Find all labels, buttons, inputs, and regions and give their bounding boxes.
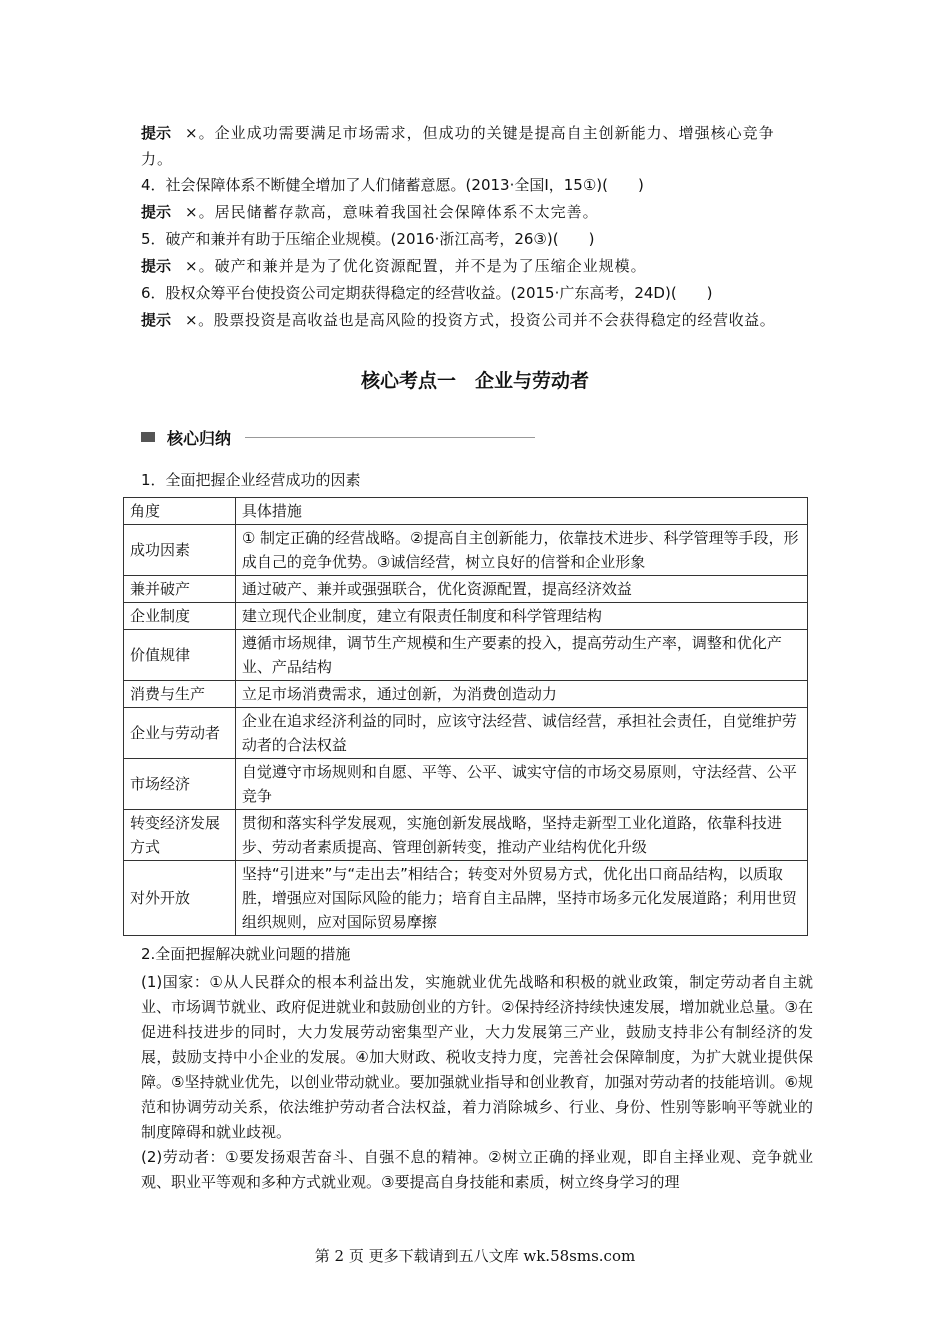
tip-text: ×。企业成功需要满足市场需求，但成功的关键是提高自主创新能力、增强核心竞争 xyxy=(185,124,775,142)
aspect-cell: 企业与劳动者 xyxy=(124,708,236,759)
table-row xyxy=(124,681,808,708)
aspect-cell: 兼并破产 xyxy=(124,576,236,603)
measure-cell: 贯彻和落实科学发展观，实施创新发展战略，坚持走新型工业化道路，依靠科技进步、劳动者素质提高、管理创新转变，推动产业结构优化升级 xyxy=(235,810,807,861)
section-heading xyxy=(141,426,535,448)
table-row xyxy=(124,525,808,576)
page-footer: 第 2 页 更多下载请到五八文库 wk.58sms.com xyxy=(314,1247,636,1265)
factors-table xyxy=(123,497,808,936)
aspect-cell: 转变经济发展方式 xyxy=(124,810,236,861)
aspect-cell: 价值规律 xyxy=(124,630,236,681)
measure-cell: 坚持“引进来”与“走出去”相结合；转变对外贸易方式，优化出口商品结构，以质取胜，增强应对国际风险的能力；培育自主品牌，坚持市场多元化发展道路；利用世贸组织规则，应对国际贸易摩擦 xyxy=(235,861,807,936)
heading-rule xyxy=(245,437,535,438)
table-row xyxy=(124,708,808,759)
table-header-row xyxy=(124,498,808,525)
paragraph: (1)国家：①从人民群众的根本利益出发，实施就业优先战略和积极的就业政策，制定劳动者自主就业、市场调节就业、政府促进就业和鼓励创业的方针。②保持经济持续快速发展，增加就业总量。③在促进科技进步的同时，大力发展劳动密集型产业，大力发展第三产业，鼓励支持非公有制经济的发展，鼓励支持中小企业的发展。④加大财政、税收支持力度，完善社会保障制度，为扩大就业提供保障。⑤坚持就业优先，以创业带动就业。要加强就业指导和创业教育，加强对劳动者的技能培训。⑥规范和协调劳动关系，依法维护劳动者合法权益，着力消除城乡、行业、身份、性别等影响平等就业的制度障碍和就业歧视。 xyxy=(141,973,813,1141)
header-cell-aspect: 角度 xyxy=(124,498,236,525)
measure-cell: 企业在追求经济利益的同时，应该守法经营、诚信经营，承担社会责任，自觉维护劳动者的合法权益 xyxy=(235,708,807,759)
square-bullet-icon xyxy=(141,432,155,442)
employment-title: 2.全面把握解决就业问题的措施 xyxy=(141,945,351,963)
tip-label: 提示 xyxy=(141,203,172,221)
tip-line xyxy=(141,310,775,330)
table-row xyxy=(124,810,808,861)
tip-label: 提示 xyxy=(141,311,172,329)
question-item: 6．股权众筹平台使投资公司定期获得稳定的经营收益。(2015·广东高考，24D)( ) xyxy=(141,284,713,302)
table-row xyxy=(124,630,808,681)
tip-line xyxy=(141,256,647,276)
aspect-cell: 企业制度 xyxy=(124,603,236,630)
question-item: 5．破产和兼并有助于压缩企业规模。(2016·浙江高考，26③)( ) xyxy=(141,230,595,248)
page-title: 核心考点一 企业与劳动者 xyxy=(360,370,589,392)
table-row xyxy=(124,861,808,936)
measure-cell: ① 制定正确的经营战略。②提高自主创新能力，依靠技术进步、科学管理等手段，形成自己的竞争优势。③诚信经营，树立良好的信誉和企业形象 xyxy=(235,525,807,576)
measure-cell: 建立现代企业制度，建立有限责任制度和科学管理结构 xyxy=(235,603,807,630)
aspect-cell: 消费与生产 xyxy=(124,681,236,708)
aspect-cell: 市场经济 xyxy=(124,759,236,810)
header-cell-measure: 具体措施 xyxy=(235,498,807,525)
measure-cell: 自觉遵守市场规则和自愿、平等、公平、诚实守信的市场交易原则，守法经营、公平竞争 xyxy=(235,759,807,810)
aspect-cell: 对外开放 xyxy=(124,861,236,936)
table-row xyxy=(124,576,808,603)
aspect-cell: 成功因素 xyxy=(124,525,236,576)
measure-cell: 遵循市场规律，调节生产规模和生产要素的投入，提高劳动生产率，调整和优化产业、产品结构 xyxy=(235,630,807,681)
tip-text: ×。破产和兼并是为了优化资源配置，并不是为了压缩企业规模。 xyxy=(185,257,647,275)
tip-line xyxy=(141,123,775,143)
tip-line xyxy=(141,202,599,222)
measure-cell: 通过破产、兼并或强强联合，优化资源配置，提高经济效益 xyxy=(235,576,807,603)
question-item: 4．社会保障体系不断健全增加了人们储蓄意愿。(2013·全国Ⅰ，15①)( ) xyxy=(141,176,644,194)
tip-label: 提示 xyxy=(141,124,172,142)
table-title: 1．全面把握企业经营成功的因素 xyxy=(141,471,361,489)
tip-continuation xyxy=(141,149,173,169)
tip-text: 力。 xyxy=(141,150,174,168)
table-row xyxy=(124,603,808,630)
measure-cell: 立足市场消费需求，通过创新，为消费创造动力 xyxy=(235,681,807,708)
tip-text: ×。居民储蓄存款高，意味着我国社会保障体系不太完善。 xyxy=(185,203,599,221)
paragraph: (2)劳动者：①要发扬艰苦奋斗、自强不息的精神。②树立正确的择业观，即自主择业观、竞争就业观、职业平等观和多种方式就业观。③要提高自身技能和素质，树立终身学习的理 xyxy=(141,1148,813,1191)
table-row xyxy=(124,759,808,810)
tip-label: 提示 xyxy=(141,257,172,275)
tip-text: ×。股票投资是高收益也是高风险的投资方式，投资公司并不会获得稳定的经营收益。 xyxy=(185,311,776,329)
section-heading-label: 核心归纳 xyxy=(167,428,232,448)
